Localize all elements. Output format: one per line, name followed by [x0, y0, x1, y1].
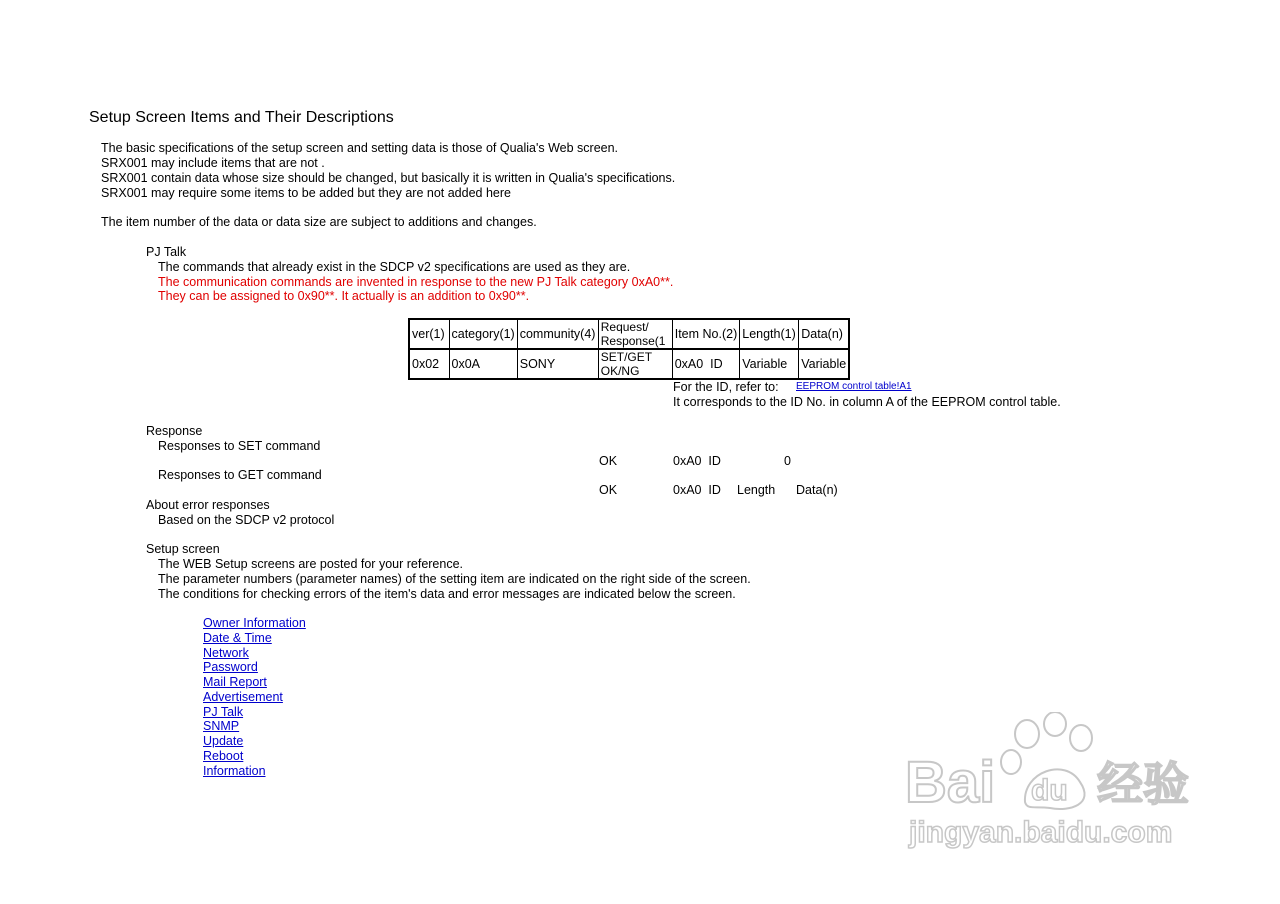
link-reboot[interactable]: Reboot	[203, 749, 244, 763]
col-length: Length(1)	[740, 319, 799, 349]
cell-request-response-label: SET/GET OK/NG	[600, 350, 653, 378]
cell-length: Variable	[740, 349, 799, 379]
cell-item-no: 0xA0 ID	[672, 349, 740, 379]
table-header-row	[409, 319, 849, 349]
col-ver: ver(1)	[409, 319, 449, 349]
set-response-label: Responses to SET command	[158, 439, 321, 453]
id-ref-label: For the ID, refer to:	[673, 380, 779, 394]
watermark-brand: Bai	[905, 750, 996, 815]
get-response-label: Responses to GET command	[158, 468, 322, 482]
cell-category: 0x0A	[449, 349, 517, 379]
link-date-time[interactable]: Date & Time	[203, 631, 272, 645]
intro-line-2: SRX001 may include items that are not .	[101, 156, 325, 170]
watermark-url: jingyan.baidu.com	[909, 816, 1173, 849]
get-response-item: 0xA0 ID	[673, 483, 721, 497]
watermark-brand-du: du	[1031, 774, 1068, 807]
setup-line-2: The parameter numbers (parameter names) of the setting item are indicated on the right side of the screen.	[158, 572, 751, 586]
link-mail-report[interactable]: Mail Report	[203, 675, 267, 689]
col-item-no: Item No.(2)	[672, 319, 740, 349]
watermark-cn: 经验	[1097, 757, 1189, 811]
cell-community: SONY	[517, 349, 598, 379]
errors-line: Based on the SDCP v2 protocol	[158, 513, 335, 527]
intro-line-3: SRX001 contain data whose size should be changed, but basically it is written in Qualia's specifications.	[101, 171, 676, 185]
set-response-ok: OK	[599, 454, 618, 468]
col-request-response-label: Request/ Response(1	[600, 320, 666, 348]
set-response-item: 0xA0 ID	[673, 454, 721, 468]
eeprom-control-table-link[interactable]: EEPROM control table!A1	[796, 381, 912, 392]
pjtalk-heading: PJ Talk	[146, 245, 187, 259]
pjtalk-line: The commands that already exist in the SDCP v2 specifications are used as they are.	[158, 260, 631, 274]
set-response-value: 0	[784, 454, 791, 468]
response-heading: Response	[146, 424, 203, 438]
link-pj-talk[interactable]: PJ Talk	[203, 705, 244, 719]
col-data: Data(n)	[799, 319, 849, 349]
page-title: Setup Screen Items and Their Descriptions	[89, 109, 394, 126]
col-request-response	[598, 319, 672, 349]
pjtalk-red-line-1: The communication commands are invented in response to the new PJ Talk category 0xA0**.	[158, 275, 674, 289]
intro-line-1: The basic specifications of the setup screen and setting data is those of Qualia's Web screen.	[101, 141, 619, 155]
pjtalk-red-line-2: They can be assigned to 0x90**. It actually is an addition to 0x90**.	[158, 289, 530, 303]
table-row	[409, 349, 849, 379]
cell-data: Variable	[799, 349, 849, 379]
get-response-length: Length	[737, 483, 776, 497]
col-community: community(4)	[517, 319, 598, 349]
id-ref-note: It corresponds to the ID No. in column A of the EEPROM control table.	[673, 395, 1061, 409]
cell-ver: 0x02	[409, 349, 449, 379]
setup-heading: Setup screen	[146, 542, 220, 556]
setup-line-1: The WEB Setup screens are posted for your reference.	[158, 557, 464, 571]
cell-request-response	[598, 349, 672, 379]
link-owner-information[interactable]: Owner Information	[203, 616, 306, 630]
col-category: category(1)	[449, 319, 517, 349]
link-advertisement[interactable]: Advertisement	[203, 690, 283, 704]
setup-line-3: The conditions for checking errors of the item's data and error messages are indicated below the screen.	[158, 587, 736, 601]
intro-line-4: SRX001 may require some items to be added but they are not added here	[101, 186, 511, 200]
get-response-ok: OK	[599, 483, 618, 497]
subject-note: The item number of the data or data size are subject to additions and changes.	[101, 215, 537, 229]
command-format-table	[408, 318, 850, 380]
link-password[interactable]: Password	[203, 660, 258, 674]
errors-heading: About error responses	[146, 498, 270, 512]
link-network[interactable]: Network	[203, 646, 249, 660]
link-update[interactable]: Update	[203, 734, 244, 748]
link-snmp[interactable]: SNMP	[203, 719, 240, 733]
get-response-data: Data(n)	[796, 483, 838, 497]
baidu-watermark-logo	[905, 712, 1205, 857]
link-information[interactable]: Information	[203, 764, 266, 778]
